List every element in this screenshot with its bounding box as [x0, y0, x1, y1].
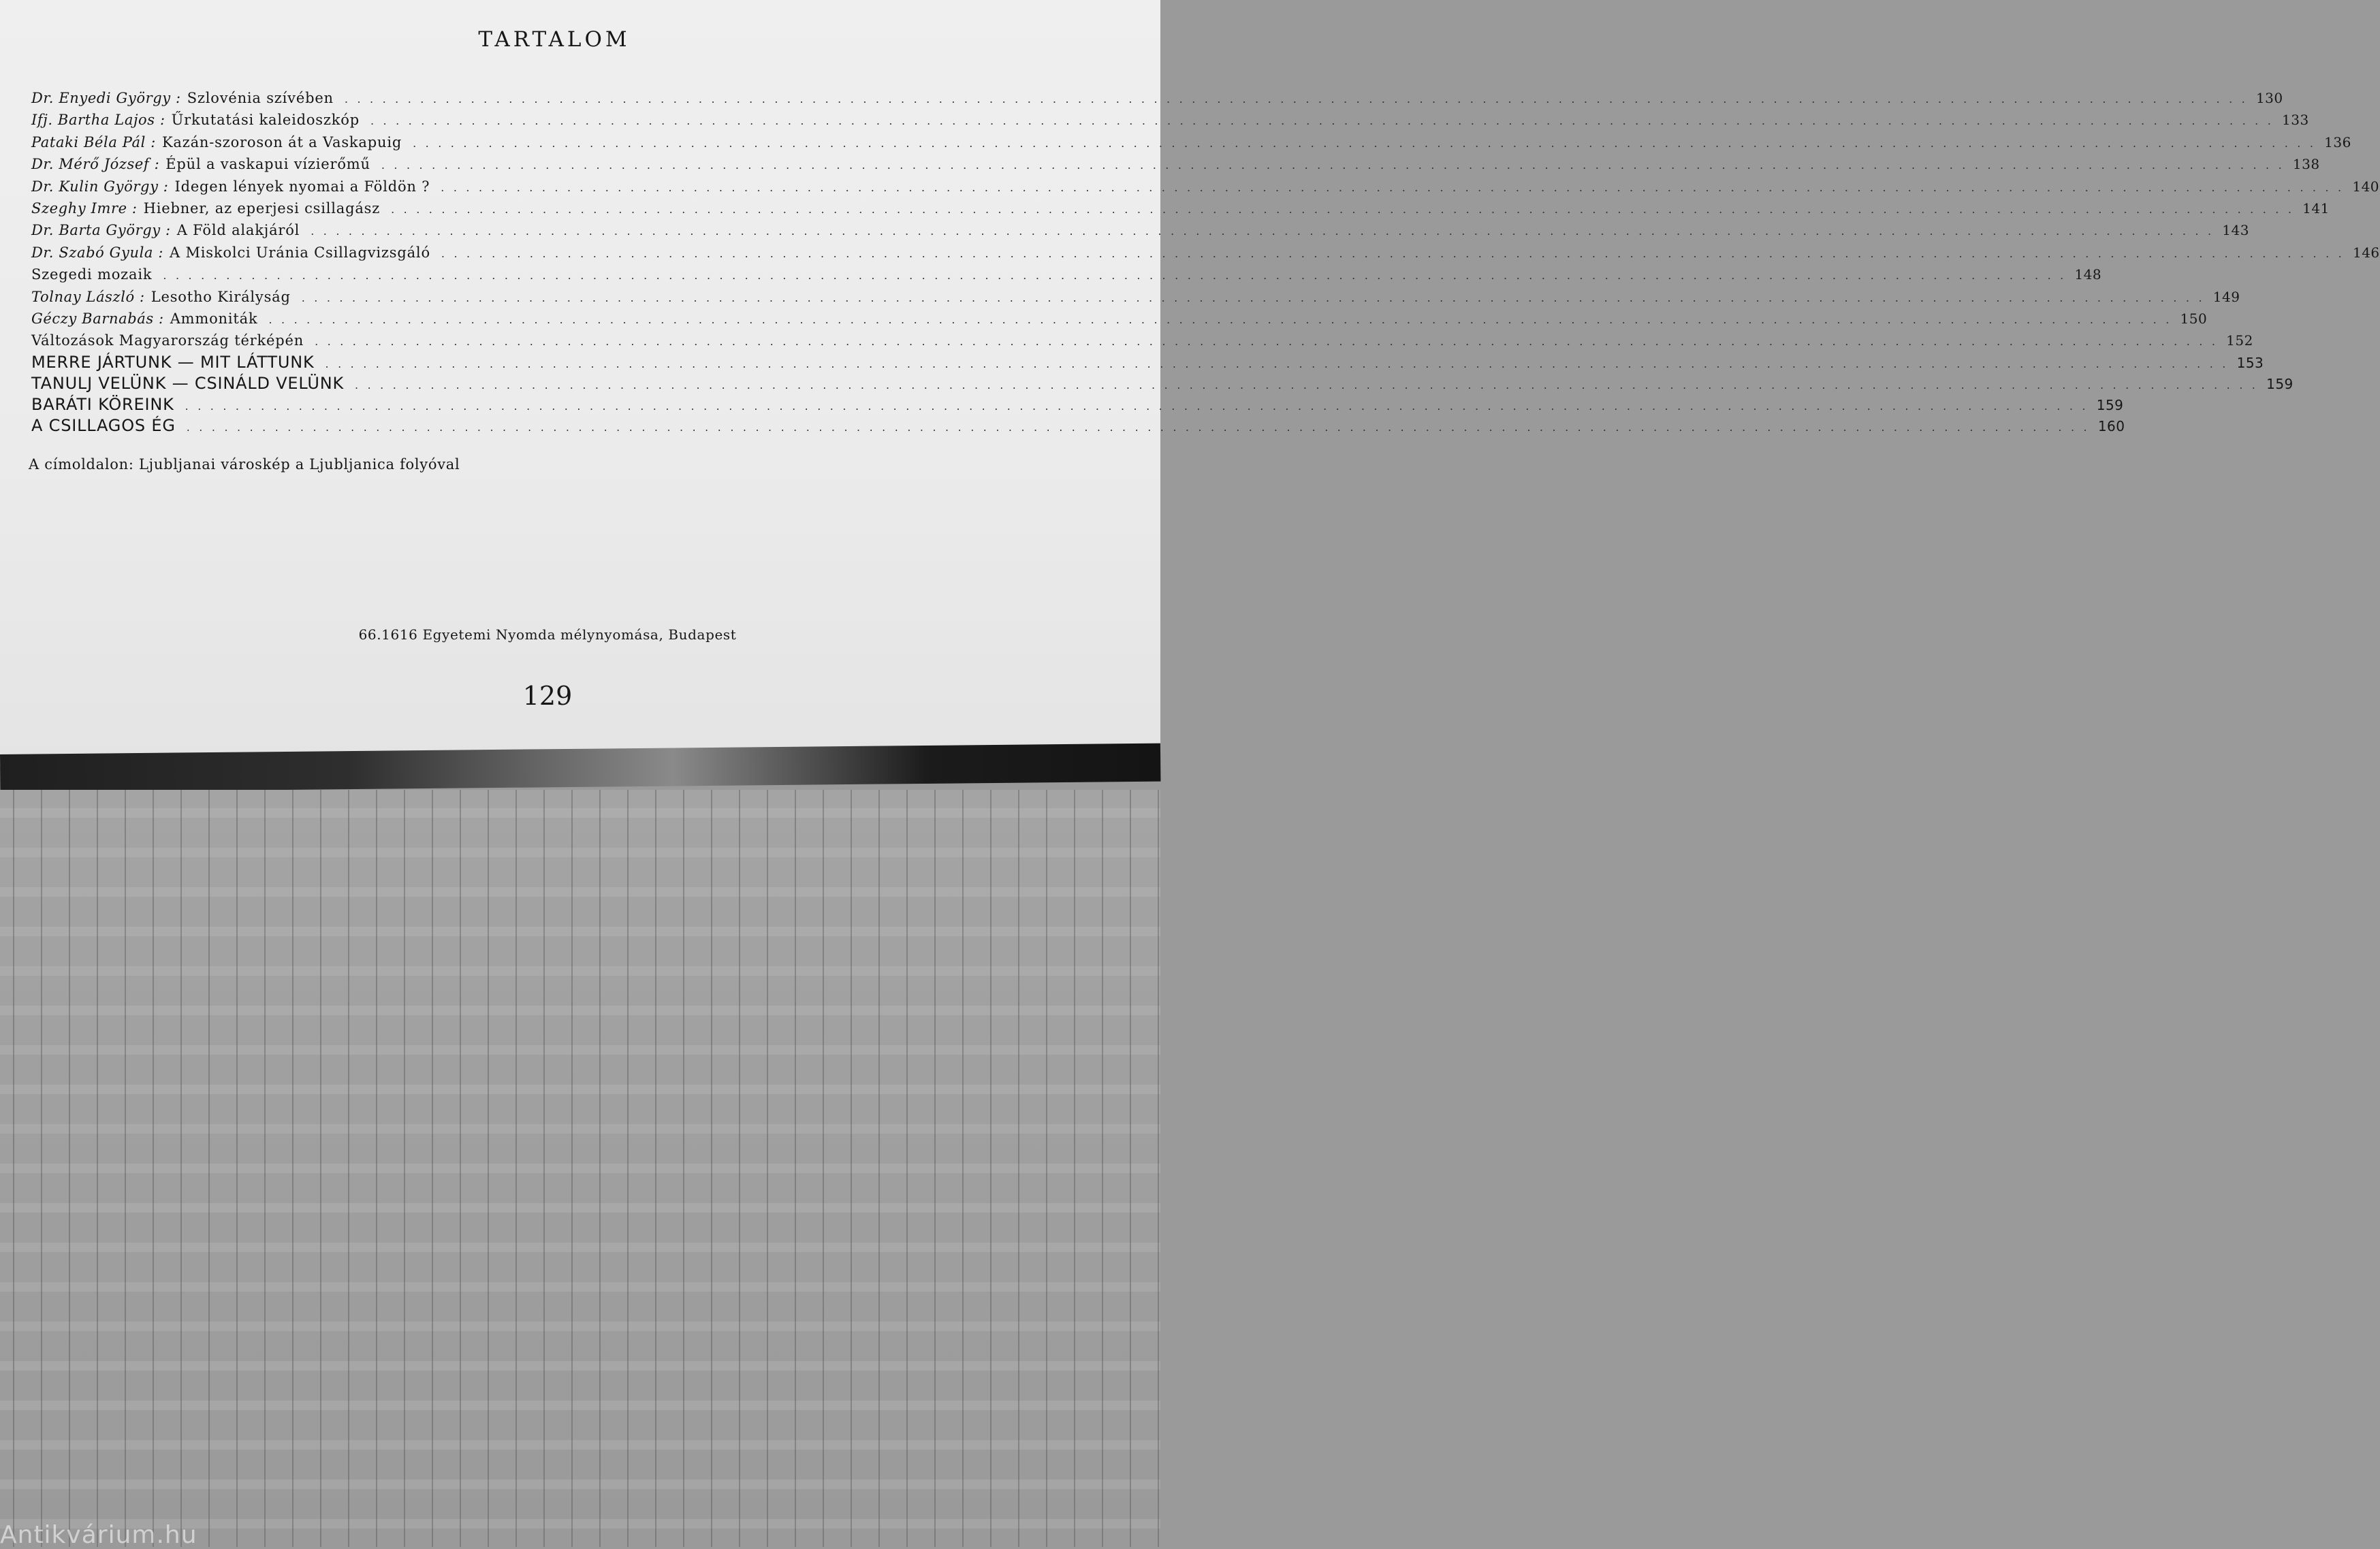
toc-title: MERRE JÁRTUNK — MIT LÁTTUNK [31, 352, 315, 372]
toc-page-number: 141 [2302, 199, 2330, 217]
toc-page-number: 150 [2180, 310, 2208, 327]
toc-entry [31, 264, 2102, 285]
toc-entry [31, 286, 2240, 308]
toc-title: Kazán-szoroson át a Vaskapuig [161, 133, 402, 150]
toc-title: A Föld alakjáról [176, 222, 300, 239]
toc-leader-dots: . . . . . . . . . . . . . . . . . . . . . . . . . . . . . . . . . . . . . . . . . . . . . . . . . . . . . . . . . . . . . . . . . . . . . . . . . . . . . . . . . . . . . . . . . . . . . . . . . . . . . . . . . . . . . . . . . . . . . . . . . . . . . . . . . . . . . . . . . . . . . . . . . . . . . . . [391, 202, 2295, 216]
toc-page-number: 149 [2212, 288, 2240, 305]
toc-title: A CSILLAGOS ÉG [31, 415, 176, 435]
table-of-contents [31, 87, 2380, 436]
toc-leader-dots: . . . . . . . . . . . . . . . . . . . . . . . . . . . . . . . . . . . . . . . . . . . . . . . . . . . . . . . . . . . . . . . . . . . . . . . . . . . . . . . . . . . . . . . . . . . . . . . . . . . . . . . . . . . . . . . . . . . . . . . . . . . . . . . . . . . . . . . . . . . . . . . . . . . . . . . [325, 357, 2229, 370]
toc-title: BARÁTI KÖREINK [31, 394, 174, 414]
toc-entry [31, 308, 2208, 330]
toc-page-number: 133 [2282, 112, 2309, 129]
toc-page-number: 136 [2324, 133, 2351, 150]
toc-title: Űrkutatási kaleidoszkóp [171, 112, 360, 129]
toc-page-number: 130 [2255, 90, 2283, 106]
toc-leader-dots: . . . . . . . . . . . . . . . . . . . . . . . . . . . . . . . . . . . . . . . . . . . . . . . . . . . . . . . . . . . . . . . . . . . . . . . . . . . . . . . . . . . . . . . . . . . . . . . . . . . . . . . . . . . . . . . . . . . . . . . . . . . . . . . . . . . . . . . . . . . . . . . . . . . . . . . [185, 399, 2089, 413]
toc-page-number: 146 [2352, 244, 2380, 261]
toc-title: Épül a vaskapui vízierőmű [165, 156, 370, 173]
toc-entry [31, 131, 2351, 153]
toc-page-number: 159 [2266, 375, 2294, 392]
toc-leader-dots: . . . . . . . . . . . . . . . . . . . . . . . . . . . . . . . . . . . . . . . . . . . . . . . . . . . . . . . . . . . . . . . . . . . . . . . . . . . . . . . . . . . . . . . . . . . . . . . . . . . . . . . . . . . . . . . . . . . . . . . . . . . . . . . . . . . . . . . . . . . . . . . . . . . . . . . [344, 93, 2248, 106]
toc-author: Dr. Szabó Gyula : [31, 244, 164, 261]
toc-entry [31, 330, 2253, 351]
toc-author: Dr. Barta György : [31, 222, 171, 239]
toc-leader-dots: . . . . . . . . . . . . . . . . . . . . . . . . . . . . . . . . . . . . . . . . . . . . . . . . . . . . . . . . . . . . . . . . . . . . . . . . . . . . . . . . . . . . . . . . . . . . . . . . . . . . . . . . . . . . . . . . . . . . . . . . . . . . . . . . . . . . . . . . . . . . . . . . . . . . . . . [413, 136, 2317, 150]
page-number: 129 [522, 681, 573, 711]
toc-entry [31, 109, 2309, 131]
toc-author: Géczy Barnabás : [31, 310, 164, 327]
toc-author: Dr. Kulin György : [31, 178, 169, 195]
toc-leader-dots: . . . . . . . . . . . . . . . . . . . . . . . . . . . . . . . . . . . . . . . . . . . . . . . . . . . . . . . . . . . . . . . . . . . . . . . . . . . . . . . . . . . . . . . . . . . . . . . . . . . . . . . . . . . . . . . . . . . . . . . . . . . . . . . . . . . . . . . . . . . . . . . . . . . . . . . [268, 313, 2172, 326]
watermark: Antikvárium.hu [0, 1521, 197, 1549]
toc-author: Szeghy Imre : [31, 199, 138, 217]
toc-title: A Miskolci Uránia Csillagvizsgáló [170, 244, 430, 261]
toc-page-number: 143 [2222, 222, 2249, 239]
back-cover-texture [0, 790, 1160, 1547]
toc-leader-dots: . . . . . . . . . . . . . . . . . . . . . . . . . . . . . . . . . . . . . . . . . . . . . . . . . . . . . . . . . . . . . . . . . . . . . . . . . . . . . . . . . . . . . . . . . . . . . . . . . . . . . . . . . . . . . . . . . . . . . . . . . . . . . . . . . . . . . . . . . . . . . . . . . . . . . . . [186, 420, 2090, 434]
toc-title: Hiebner, az eperjesi csillagász [143, 199, 381, 217]
toc-entry [31, 176, 2380, 197]
toc-page-number: 148 [2074, 266, 2102, 283]
toc-leader-dots: . . . . . . . . . . . . . . . . . . . . . . . . . . . . . . . . . . . . . . . . . . . . . . . . . . . . . . . . . . . . . . . . . . . . . . . . . . . . . . . . . . . . . . . . . . . . . . . . . . . . . . . . . . . . . . . . . . . . . . . . . . . . . . . . . . . . . . . . . . . . . . . . . . . . . . . [381, 159, 2285, 172]
toc-leader-dots: . . . . . . . . . . . . . . . . . . . . . . . . . . . . . . . . . . . . . . . . . . . . . . . . . . . . . . . . . . . . . . . . . . . . . . . . . . . . . . . . . . . . . . . . . . . . . . . . . . . . . . . . . . . . . . . . . . . . . . . . . . . . . . . . . . . . . . . . . . . . . . . . . . . . . . . [311, 225, 2215, 238]
toc-page-number: 153 [2236, 354, 2264, 371]
toc-title: Ammoniták [170, 310, 258, 327]
toc-title: TANULJ VELÜNK — CSINÁLD VELÜNK [31, 373, 345, 393]
page-title: TARTALOM [478, 27, 631, 52]
toc-leader-dots: . . . . . . . . . . . . . . . . . . . . . . . . . . . . . . . . . . . . . . . . . . . . . . . . . . . . . . . . . . . . . . . . . . . . . . . . . . . . . . . . . . . . . . . . . . . . . . . . . . . . . . . . . . . . . . . . . . . . . . . . . . . . . . . . . . . . . . . . . . . . . . . . . . . . . . . [441, 180, 2345, 194]
toc-page-number: 138 [2292, 156, 2320, 173]
toc-entry [31, 153, 2320, 175]
toc-page-number: 159 [2096, 396, 2124, 413]
toc-author: Pataki Béla Pál : [31, 133, 156, 150]
toc-author: Ifj. Bartha Lajos : [31, 112, 165, 129]
toc-leader-dots: . . . . . . . . . . . . . . . . . . . . . . . . . . . . . . . . . . . . . . . . . . . . . . . . . . . . . . . . . . . . . . . . . . . . . . . . . . . . . . . . . . . . . . . . . . . . . . . . . . . . . . . . . . . . . . . . . . . . . . . . . . . . . . . . . . . . . . . . . . . . . . . . . . . . . . . [370, 114, 2274, 128]
toc-title: Szegedi mozaik [31, 266, 153, 283]
toc-title: Változások Magyarország térképén [31, 332, 304, 349]
toc-title: Szlovénia szívében [187, 90, 334, 106]
toc-entry [31, 242, 2380, 264]
toc-leader-dots: . . . . . . . . . . . . . . . . . . . . . . . . . . . . . . . . . . . . . . . . . . . . . . . . . . . . . . . . . . . . . . . . . . . . . . . . . . . . . . . . . . . . . . . . . . . . . . . . . . . . . . . . . . . . . . . . . . . . . . . . . . . . . . . . . . . . . . . . . . . . . . . . . . . . . . . [441, 246, 2345, 260]
toc-page-number: 160 [2097, 417, 2125, 434]
toc-entry [31, 373, 2294, 394]
toc-entry [31, 87, 2283, 109]
toc-page-number: 140 [2352, 178, 2380, 195]
toc-author: Dr. Enyedi György : [31, 90, 181, 106]
toc-title: Lesotho Királyság [150, 288, 291, 305]
toc-leader-dots: . . . . . . . . . . . . . . . . . . . . . . . . . . . . . . . . . . . . . . . . . . . . . . . . . . . . . . . . . . . . . . . . . . . . . . . . . . . . . . . . . . . . . . . . . . . . . . . . . . . . . . . . . . . . . . . . . . . . . . . . . . . . . . . . . . . . . . . . . . . . . . . . . . . . . . . [163, 269, 2067, 283]
toc-entry [31, 197, 2330, 219]
toc-leader-dots: . . . . . . . . . . . . . . . . . . . . . . . . . . . . . . . . . . . . . . . . . . . . . . . . . . . . . . . . . . . . . . . . . . . . . . . . . . . . . . . . . . . . . . . . . . . . . . . . . . . . . . . . . . . . . . . . . . . . . . . . . . . . . . . . . . . . . . . . . . . . . . . . . . . . . . . [315, 335, 2219, 349]
toc-author: Tolnay László : [31, 288, 145, 305]
toc-entry [31, 394, 2124, 415]
cover-caption: A címoldalon: Ljubljanai városkép a Ljubljanica folyóval [29, 456, 460, 473]
toc-leader-dots: . . . . . . . . . . . . . . . . . . . . . . . . . . . . . . . . . . . . . . . . . . . . . . . . . . . . . . . . . . . . . . . . . . . . . . . . . . . . . . . . . . . . . . . . . . . . . . . . . . . . . . . . . . . . . . . . . . . . . . . . . . . . . . . . . . . . . . . . . . . . . . . . . . . . . . . [355, 378, 2259, 392]
toc-author: Dr. Mérő József : [31, 156, 160, 173]
toc-entry [31, 415, 2125, 436]
toc-entry [31, 352, 2264, 373]
toc-title: Idegen lények nyomai a Földön ? [174, 178, 430, 195]
toc-entry [31, 219, 2249, 241]
printer-imprint: 66.1616 Egyetemi Nyomda mélynyomása, Budapest [358, 626, 737, 643]
toc-page-number: 152 [2226, 332, 2253, 349]
toc-leader-dots: . . . . . . . . . . . . . . . . . . . . . . . . . . . . . . . . . . . . . . . . . . . . . . . . . . . . . . . . . . . . . . . . . . . . . . . . . . . . . . . . . . . . . . . . . . . . . . . . . . . . . . . . . . . . . . . . . . . . . . . . . . . . . . . . . . . . . . . . . . . . . . . . . . . . . . . [301, 291, 2205, 304]
contents-page [0, 0, 2380, 766]
